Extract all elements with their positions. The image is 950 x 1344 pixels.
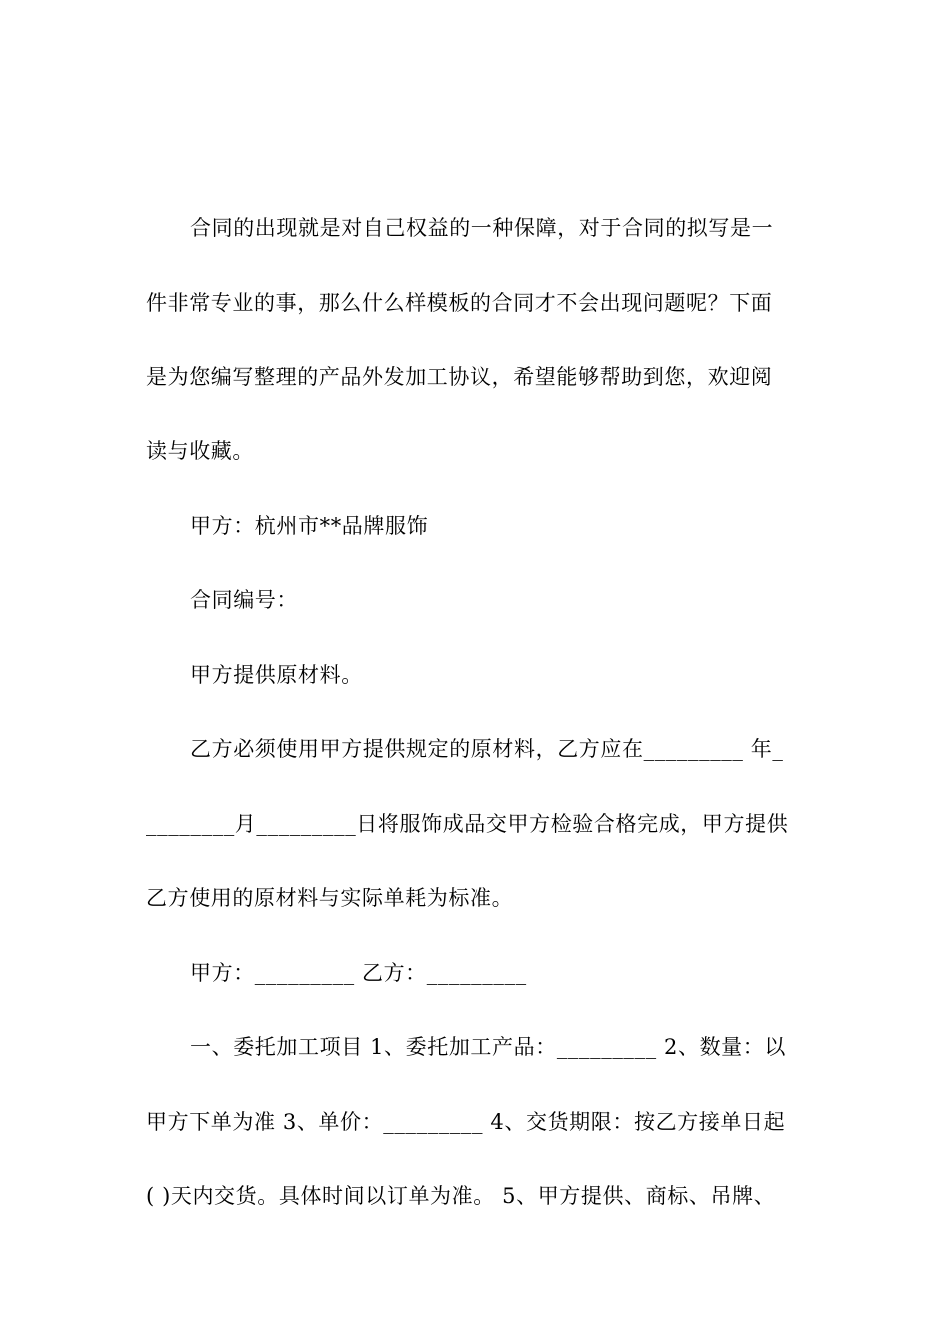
parties-signature-line: 甲方：_________ 乙方：_________: [190, 961, 527, 985]
section-1-line-2: 甲方下单为准 3、单价：_________ 4、交货期限：按乙方接单日起: [146, 1110, 786, 1134]
materials-line: 甲方提供原材料。: [190, 663, 363, 687]
intro-line-1: 合同的出现就是对自己权益的一种保障，对于合同的拟写是一: [190, 216, 774, 240]
intro-line-3: 是为您编写整理的产品外发加工协议，希望能够帮助到您，欢迎阅: [146, 365, 773, 389]
section-1-line-3: ( )天内交货。具体时间以订单为准。 5、甲方提供、商标、吊牌、: [146, 1184, 776, 1208]
clause-line-1: 乙方必须使用甲方提供规定的原材料，乙方应在_________ 年_: [190, 737, 784, 761]
contract-number-line: 合同编号：: [190, 588, 298, 612]
intro-line-4: 读与收藏。: [146, 439, 254, 463]
clause-line-3: 乙方使用的原材料与实际单耗为标准。: [146, 886, 514, 910]
section-1-line-1: 一、委托加工项目 1、委托加工产品：_________ 2、数量：以: [190, 1035, 786, 1059]
party-a-line: 甲方：杭州市**品牌服饰: [190, 514, 429, 538]
intro-line-2: 件非常专业的事，那么什么样模板的合同才不会出现问题呢？下面: [146, 291, 773, 315]
clause-line-2: ________月_________日将服饰成品交甲方检验合格完成，甲方提供: [146, 812, 789, 836]
